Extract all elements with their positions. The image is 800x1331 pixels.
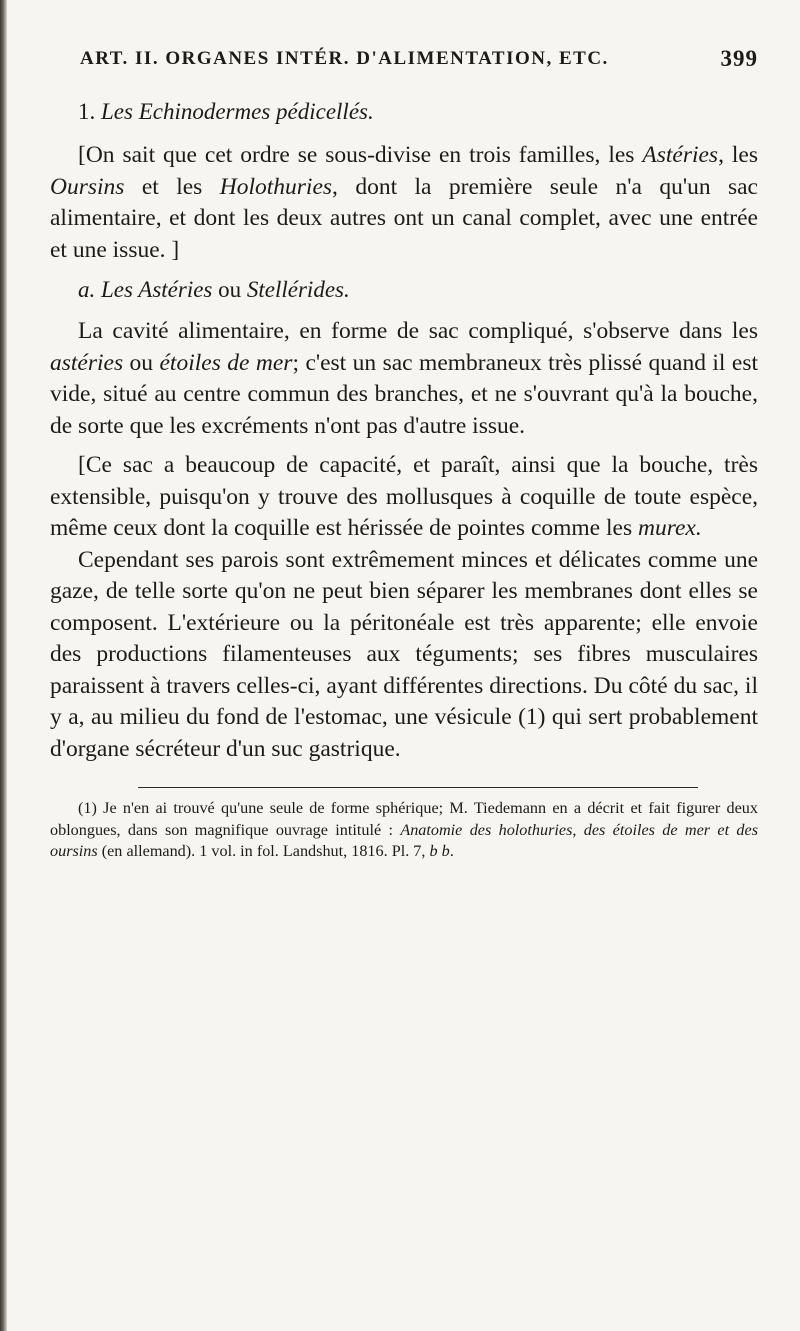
paragraph-4: Cependant ses parois sont extrêmement minces et délicates comme une gaze, de telle sorte qu'on ne peut bien séparer les membranes dont elles se composent. L'extérieure ou la péritonéale est très apparente; elle envoie des productions filamenteuses aux téguments; ses fibres musculaires paraissent à travers celles-ci, ayant différentes directions. Du côté du sac, il y a, au milieu du fond de l'estomac, une vésicule (1) qui sert probablement d'organe sécréteur d'un suc gastrique. — [50, 546, 758, 762]
italic-run: Astéries — [642, 142, 719, 168]
binding-edge — [0, 0, 7, 1331]
running-head — [50, 40, 758, 76]
footnote — [50, 798, 758, 863]
paragraph-3 — [50, 450, 758, 545]
text-run: La cavité alimentaire, en forme de sac compliqué, s'observe dans les — [78, 318, 758, 344]
subsection-conj: ou — [212, 277, 247, 302]
text-run: [Ce sac a beaucoup de capacité, et paraît, ainsi que la bouche, très extensible, puisqu'on y trouve des mollusques à coquille de toute espèce, même ceux dont la coquille est hérissée de pointes comme les — [50, 452, 758, 541]
italic-run: des étoiles de mer et des oursins — [50, 820, 758, 860]
text-run: ; c'est un sac membraneux très plissé quand il est vide, situé au centre commun des branches, et ne s'ouvrant qu'à la bouche, de sorte que les excréments n'ont pas d'autre issue. — [50, 349, 758, 439]
paragraph-2 — [50, 316, 758, 442]
text-run: , dont la première seule n'a qu'un sac alimentaire, et dont les deux autres ont un canal complet, avec une entrée et une issue. ] — [50, 173, 758, 263]
section-number: 1. — [78, 99, 96, 124]
footnote-rule — [138, 787, 698, 788]
section-title: Les Echinodermes pédicellés. — [101, 99, 374, 124]
italic-run: astéries — [50, 349, 124, 376]
subsection-title-part2: Stellérides. — [246, 277, 350, 302]
text-run: . — [449, 842, 454, 860]
text-run: (en allemand). 1 vol. in fol. Landshut, 1816. Pl. 7, — [97, 842, 430, 860]
page-number: 399 — [720, 46, 758, 71]
text-run: , — [572, 820, 584, 839]
subsection-letter: a. — [78, 277, 96, 302]
running-title: ART. II. ORGANES INTÉR. D'ALIMENTATION, ETC. — [80, 48, 609, 69]
book-page — [50, 40, 758, 863]
section-heading — [78, 96, 758, 128]
text-run: ou — [123, 349, 160, 376]
subsection-title-part1: Les Astéries — [101, 277, 213, 302]
subsection-heading — [78, 274, 758, 306]
text-run: et les — [124, 173, 220, 200]
italic-run: Oursins — [50, 173, 125, 200]
text-run: (1) Je n'en ai trouvé qu'une seule de forme sphérique; M. Tiedemann en a décrit et fait figurer deux oblongues, dans son magnifique ouvrage intitulé : — [50, 799, 758, 839]
paragraph-1 — [50, 140, 758, 266]
text-run: [On sait que cet ordre se sous-divise en trois familles, les — [78, 142, 643, 168]
italic-run: b b — [429, 842, 450, 860]
italic-run: Anatomie des holothuries — [400, 820, 573, 839]
text-run: , les — [718, 142, 758, 168]
italic-run: murex. — [637, 515, 702, 541]
italic-run: étoiles de mer — [159, 349, 293, 376]
italic-run: Holothuries — [219, 173, 333, 200]
